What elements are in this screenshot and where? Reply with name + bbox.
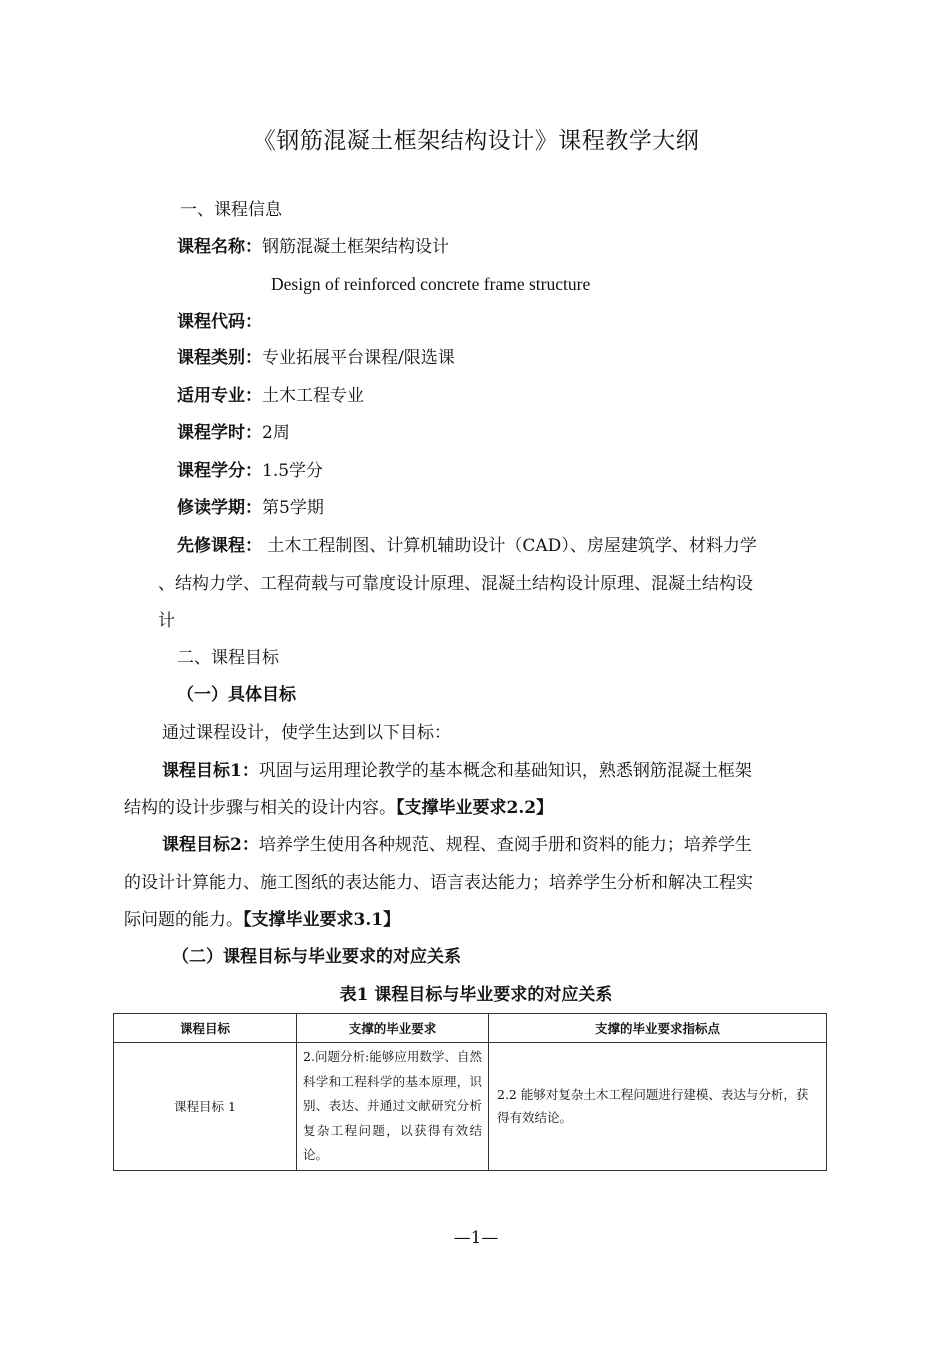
subheading-goal-requirement-mapping: （二）课程目标与毕业要求的对应关系	[172, 947, 461, 967]
hours-label: 课程学时：	[177, 423, 262, 443]
hours-row	[177, 422, 290, 444]
goal2-label: 课程目标2：	[162, 835, 259, 855]
course-type-label: 课程类别：	[177, 348, 262, 368]
prereq-label: 先修课程：	[177, 536, 262, 556]
page-number: —1—	[453, 1228, 499, 1248]
course-name-en: Design of reinforced concrete frame structure	[271, 274, 591, 294]
table-header-indicator: 支撑的毕业要求指标点	[489, 1014, 827, 1043]
goal2-text3: 际问题的能力。	[124, 910, 243, 930]
credits-row	[177, 460, 323, 482]
table-header-row	[114, 1014, 827, 1043]
major-row	[177, 385, 364, 407]
prereq-line3: 计	[158, 611, 175, 631]
major-label: 适用专业：	[177, 386, 262, 406]
goal1-text1: 巩固与运用理论教学的基本概念和基础知识，熟悉钢筋混凝土框架	[258, 761, 752, 781]
course-type-row	[177, 347, 455, 369]
course-name-row	[177, 236, 449, 258]
goal-requirement-table	[113, 1013, 827, 1171]
table-cell-requirement: 2.问题分析:能够应用数学、自然科学和工程科学的基本原理，识别、表达、并通过文献研究分析复杂工程问题，以获得有效结论。	[297, 1043, 489, 1171]
section-heading-course-goals: 二、课程目标	[177, 648, 279, 668]
credits-value: 1.5学分	[262, 461, 324, 481]
table-caption: 表1 课程目标与毕业要求的对应关系	[339, 985, 613, 1005]
table-header-requirement: 支撑的毕业要求	[297, 1014, 489, 1043]
prereq-line2: 、结构力学、工程荷载与可靠度设计原理、混凝土结构设计原理、混凝土结构设	[158, 574, 753, 594]
goal1-line2	[124, 797, 553, 819]
prereq-row	[177, 535, 757, 557]
term-label: 修读学期：	[177, 498, 262, 518]
section-heading-course-info: 一、课程信息	[180, 200, 282, 220]
table-cell-goal: 课程目标 1	[114, 1043, 297, 1171]
document-title: 《钢筋混凝土框架结构设计》课程教学大纲	[252, 128, 700, 154]
course-code-label: 课程代码：	[177, 312, 262, 332]
goal1-line1	[162, 760, 752, 782]
credits-label: 课程学分：	[177, 461, 262, 481]
table-header-goal: 课程目标	[114, 1014, 297, 1043]
hours-value: 2周	[262, 423, 290, 443]
goals-intro: 通过课程设计，使学生达到以下目标：	[162, 723, 451, 743]
table-cell-indicator: 2.2 能够对复杂土木工程问题进行建模、表达与分析，获得有效结论。	[489, 1043, 827, 1171]
table-row	[114, 1043, 827, 1171]
goal2-text1: 培养学生使用各种规范、规程、查阅手册和资料的能力；培养学生	[258, 835, 752, 855]
goal2-line3	[124, 909, 400, 931]
term-value: 第5学期	[262, 498, 324, 518]
prereq-line1: 土木工程制图、计算机辅助设计（CAD）、房屋建筑学、材料力学	[262, 536, 757, 556]
goal2-line2: 的设计计算能力、施工图纸的表达能力、语言表达能力；培养学生分析和解决工程实	[124, 873, 753, 893]
course-name-cn: 钢筋混凝土框架结构设计	[262, 237, 449, 257]
term-row	[177, 497, 324, 519]
goal2-line1	[162, 834, 752, 856]
goal2-support: 【支撑毕业要求3.1】	[243, 910, 401, 930]
subheading-specific-goals: （一）具体目标	[177, 685, 296, 705]
course-name-label: 课程名称：	[177, 237, 262, 257]
major-value: 土木工程专业	[262, 386, 364, 406]
course-code-row	[177, 311, 262, 333]
goal1-label: 课程目标1：	[162, 761, 259, 781]
goal1-text2: 结构的设计步骤与相关的设计内容。	[124, 798, 396, 818]
course-type-value: 专业拓展平台课程/限选课	[262, 348, 455, 368]
goal1-support: 【支撑毕业要求2.2】	[396, 798, 554, 818]
